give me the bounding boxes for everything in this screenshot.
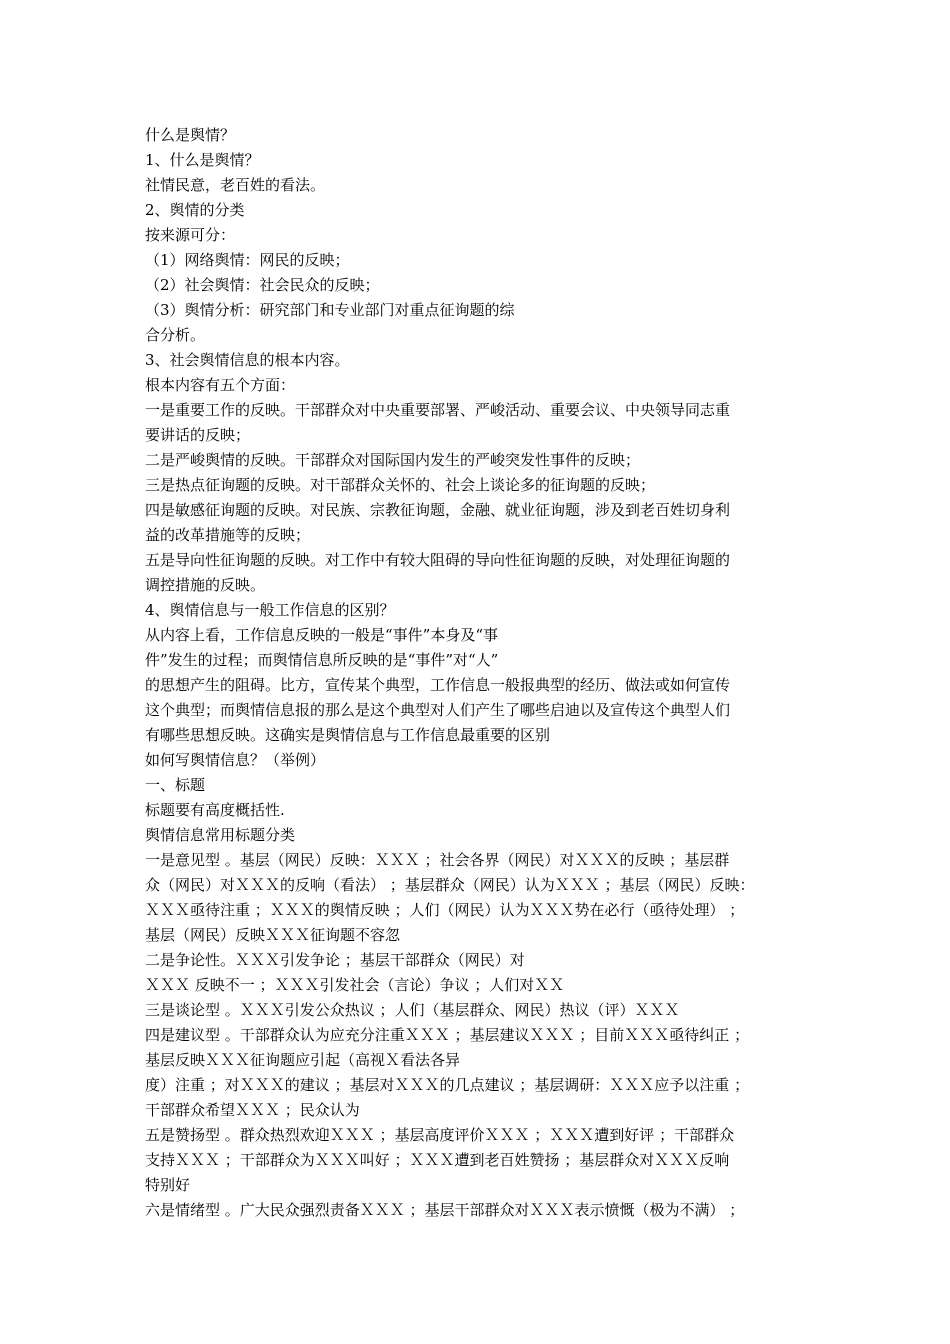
document-body (145, 123, 820, 1223)
text-line: 三是谈论型 。ＸＸＸ引发公众热议 ；人们（基层群众、网民）热议（评）ＸＸＸ (145, 1001, 680, 1019)
text-line: 从内容上看，工作信息反映的一般是“事件”本身及“事 (145, 626, 499, 644)
text-line: 众（网民）对ＸＸＸ的反响（看法） ；基层群众（网民）认为ＸＸＸ ；基层（网民）反映： (145, 876, 755, 894)
text-line: 四是建议型 。干部群众认为应充分注重ＸＸＸ ；基层建议ＸＸＸ ；目前ＸＸＸ亟待纠正 ； (145, 1026, 750, 1044)
text-line: 干部群众希望ＸＸＸ ；民众认为 (145, 1101, 360, 1119)
text-line: 五是导向性征询题的反映。对工作中有较大阻碍的导向性征询题的反映，对处理征询题的 (145, 551, 731, 569)
text-line: 调控措施的反映。 (145, 576, 266, 594)
text-line: 2、舆情的分类 (145, 201, 245, 219)
text-line: 度）注重 ；对ＸＸＸ的建议 ；基层对ＸＸＸ的几点建议 ；基层调研：ＸＸＸ应予以注重 ； (145, 1076, 750, 1094)
text-line: 3、社会舆情信息的根本内容。 (145, 351, 350, 369)
text-line: （2）社会舆情：社会民众的反映； (145, 276, 380, 294)
text-line: 一、标题 (145, 776, 206, 794)
text-line: 社情民意，老百姓的看法。 (145, 176, 326, 194)
text-line: 标题要有高度概括性. (145, 801, 285, 819)
text-line: 舆情信息常用标题分类 (145, 826, 296, 844)
text-line: 一是意见型 。基层（网民）反映：ＸＸＸ ；社会各界（网民）对ＸＸＸ的反映 ；基层群 (145, 851, 730, 869)
text-line: 益的改革措施等的反映； (145, 526, 311, 544)
text-line: 有哪些思想反映。这确实是舆情信息与工作信息最重要的区别 (145, 726, 551, 744)
text-line: 支持ＸＸＸ ；干部群众为ＸＸＸ叫好 ；ＸＸＸ遭到老百姓赞扬 ；基层群众对ＸＸＸ反响 (145, 1151, 730, 1169)
text-line: 基层（网民）反映ＸＸＸ征询题不容忽 (145, 926, 401, 944)
text-line: 基层反映ＸＸＸ征询题应引起（高视Ｘ看法各异 (145, 1051, 461, 1069)
text-line: 根本内容有五个方面： (145, 376, 296, 394)
text-line: 按来源可分： (145, 226, 236, 244)
text-line: 四是敏感征询题的反映。对民族、宗教征询题，金融、就业征询题，涉及到老百姓切身利 (145, 501, 731, 519)
text-line: 如何写舆情信息？（举例） (145, 751, 326, 769)
text-line: 二是争论性。ＸＸＸ引发争论 ；基层干部群众（网民）对 (145, 951, 525, 969)
text-line: 二是严峻舆情的反映。干部群众对国际国内发生的严峻突发性事件的反映； (145, 451, 641, 469)
text-line: 这个典型；而舆情信息报的那么是这个典型对人们产生了哪些启迪以及宣传这个典型人们 (145, 701, 731, 719)
text-line: 的思想产生的阻碍。比方，宣传某个典型，工作信息一般报典型的经历、做法或如何宣传 (145, 676, 731, 694)
text-line: 一是重要工作的反映。干部群众对中央重要部署、严峻活动、重要会议、中央领导同志重 (145, 401, 731, 419)
text-line: 五是赞扬型 。群众热烈欢迎ＸＸＸ ；基层高度评价ＸＸＸ ；ＸＸＸ遭到好评 ；干部群众 (145, 1126, 735, 1144)
text-line: 什么是舆情？ (145, 126, 236, 144)
text-line: （3）舆情分析：研究部门和专业部门对重点征询题的综 (145, 301, 515, 319)
text-line: 六是情绪型 。广大民众强烈责备ＸＸＸ ；基层干部群众对ＸＸＸ表示愤慨（极为不满） ； (145, 1201, 745, 1219)
text-line: 特别好 (145, 1176, 191, 1194)
text-line: 4、舆情信息与一般工作信息的区别？ (145, 601, 395, 619)
text-line: （1）网络舆情：网民的反映； (145, 251, 350, 269)
text-line: ＸＸＸ亟待注重 ；ＸＸＸ的舆情反映 ；人们（网民）认为ＸＸＸ势在必行（亟待处理） ； (145, 901, 745, 919)
text-line: 合分析。 (145, 326, 206, 344)
text-line: ＸＸＸ 反映不一 ；ＸＸＸ引发社会（言论）争议 ；人们对ＸＸ (145, 976, 565, 994)
text-line: 要讲话的反映； (145, 426, 251, 444)
text-line: 1、什么是舆情？ (145, 151, 260, 169)
text-line: 件”发生的过程；而舆情信息所反映的是“事件”对“人” (145, 651, 499, 669)
text-line: 三是热点征询题的反映。对干部群众关怀的、社会上谈论多的征询题的反映； (145, 476, 656, 494)
